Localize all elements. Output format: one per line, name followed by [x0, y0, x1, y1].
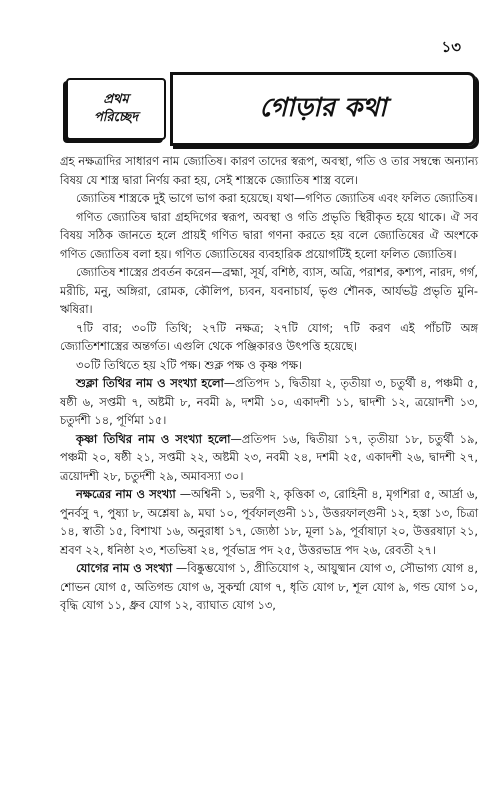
paragraph-5: ৭টি বার; ৩০টি তিথি; ২৭টি নক্ষত্র; ২৭টি যোগ; ৭টি করণ এই পাঁচটি অঙ্গ জ্যোতিশশাস্ত্রের অন্তর্গত। এগুলি থেকে পঞ্জিকারও উৎপত্তি হয়েছে। — [60, 320, 478, 353]
paragraph-8-lead: কৃষ্ণা তিথির নাম ও সংখ্যা হলো — [76, 431, 231, 446]
chapter-label-line2: পরিচ্ছেদ — [93, 110, 139, 125]
chapter-label-line1: প্রথম — [103, 92, 129, 107]
chapter-label — [66, 78, 166, 140]
chapter-header — [58, 72, 478, 146]
paragraph-10 — [60, 559, 478, 615]
paragraph-10-text: —বিষ্কুম্ভযোগ ১, প্রীতিযোগ ২, আয়ুষ্মান যোগ ৩, সৌভাগ্য যোগ ৪, শোভন যোগ ৫, অতিগন্ড যোগ ৬, সুকর্ম্মা যোগ ৭, ধৃতি যোগ ৮, শূল যোগ ৯, গন্ড যোগ ১০, বৃদ্ধি যোগ ১১, ধ্রুব যোগ ১২, ব্যাঘাত যোগ ১৩, — [60, 561, 478, 612]
paragraph-2: জ্যোতিষ শাস্ত্রকে দুই ভাগে ভাগ করা হয়েছে। যথা—গণিত জ্যোতিষ এবং ফলিত জ্যোতিষ। — [76, 191, 478, 205]
paragraph-1: গ্রহ নক্ষত্রাদির সাধারণ নাম জ্যোতিষ। কারণ তাদের স্বরূপ, অবস্থা, গতি ও তার সম্বন্ধে অন্যান্য বিষয় যে শাস্ত্র দ্বারা নির্ণয় করা হয়, সেই শাস্ত্রকে জ্যোতিষ শাস্ত্র বলে। — [60, 154, 478, 187]
paragraph-9-lead: নক্ষত্রের নাম ও সংখ্যা — [76, 487, 176, 501]
paragraph-10-lead: যোগের নাম ও সংখ্যা — [76, 561, 173, 575]
body-text — [60, 152, 478, 615]
paragraph-6: ৩০টি তিথিতে হয় ২টি পক্ষ। শুক্ল পক্ষ ও কৃষ্ণ পক্ষ। — [76, 357, 302, 372]
chapter-title: গোড়ার কথা — [170, 72, 476, 146]
paragraph-9 — [60, 485, 478, 559]
paragraph-8 — [60, 430, 478, 486]
paragraph-7-text: —প্রতিপদ ১, দ্বিতীয়া ২, তৃতীয়া ৩, চতুর্থী ৪, পঞ্চমী ৫, ষষ্ঠী ৬, সপ্তমী ৭, অষ্টমী ৮, নবমী ৯, দশমী ১০, একাদশী ১১, দ্বাদশী ১২, ত্রয়োদশী ১৩, চতুর্দশী ১৪, পূর্ণিমা ১৫। — [60, 376, 478, 427]
paragraph-4: জ্যোতিষ শাস্ত্রের প্রবর্তন করেন—ব্রহ্মা, সূর্য, বশিষ্ঠ, ব্যাস, অত্রি, পরাশর, কশ্যপ, নারদ, গর্গ, মরীচি, মনু, অঙ্গিরা, রোমক, কৌলিপ, চ্যবন, যবনাচার্য, ভৃগু শৌনক, আর্যভট্ট প্রভৃতি মুনি-ঋষিরা। — [60, 265, 478, 316]
page-number: ১৩ — [441, 38, 461, 56]
paragraph-9-text: —অশ্বিনী ১, ভরণী ২, কৃত্তিকা ৩, রোহিনী ৪, মৃগশিরা ৫, আর্দ্রা ৬, পুনর্বসু ৭, পুষ্যা ৮, অশ্লেষা ৯, মঘা ১০, পূর্বফাল্গুনী ১১, উত্তরফাল্গুনী ১২, হস্তা ১৩, চিত্রা ১৪, স্বাতী ১৫, বিশাখা ১৬, অনুরাধা ১৭, জ্যেষ্ঠা ১৮, মূলা ১৯, পূর্বাষাঢ়া ২০, উত্তরষাঢ়া ২১, শ্রবণ ২২, ধনিষ্ঠা ২৩, শতভিষা ২৪, পূর্বভাদ্র পদ ২৫, উত্তরভাদ্র পদ ২৬, রেবতী ২৭। — [60, 487, 478, 557]
paragraph-7-lead: শুক্লা তিথির নাম ও সংখ্যা হলো — [76, 376, 224, 390]
paragraph-7 — [60, 374, 478, 430]
paragraph-8-text: —প্রতিপদ ১৬, দ্বিতীয়া ১৭, তৃতীয়া ১৮, চতুর্থী ১৯, পঞ্চমী ২০, ষষ্ঠী ২১, সপ্তমী ২২, অষ্টমী ২৩, নবমী ২৪, দশমী ২৫, একাদশী ২৬, দ্বাদশী ২৭, ত্রয়োদশী ২৮, চতুর্দশী ২৯, অমাবস্যা ৩০। — [60, 431, 478, 483]
paragraph-3: গণিত জ্যোতিষ দ্বারা গ্রহদিগের স্বরূপ, অবস্থা ও গতি প্রভৃতি স্থিরীকৃত হয়ে থাকে। ঐ সব বিষয় সঠিক জানতে হলে প্রায়ই গণিত দ্বারা গণনা করতে হয় বলে জ্যোতিষের ঐ অংশকে গণিত জ্যোতিষ বলা হয়। গণিত জ্যোতিষের ব্যবহারিক প্রয়োগটিই হলো ফলিত জ্যোতিষ। — [60, 209, 478, 261]
